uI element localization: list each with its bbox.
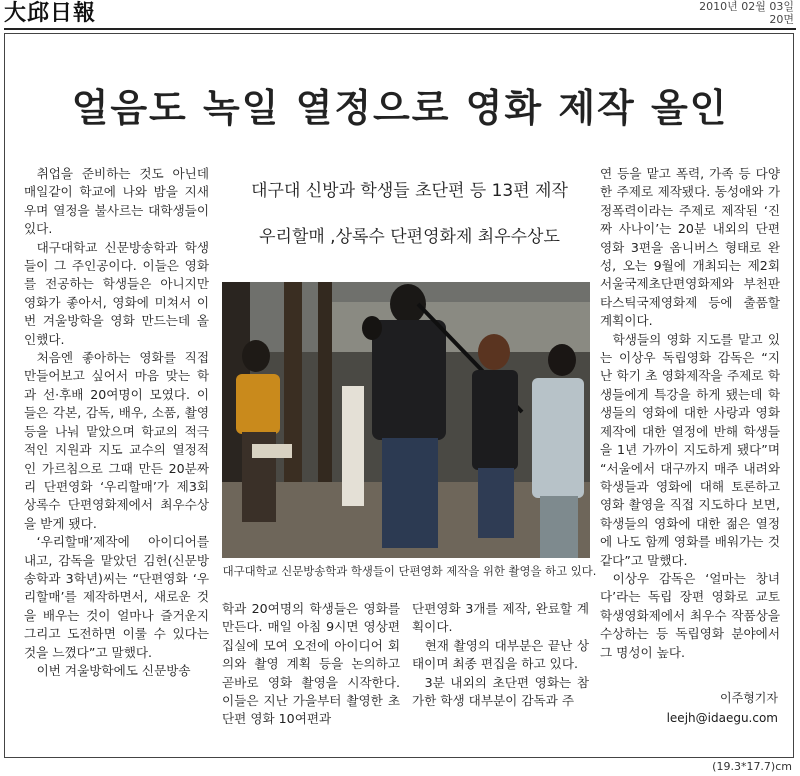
paragraph: 학과 20여명의 학생들은 영화를 만든다. 매일 아침 9시면 영상편집실에 모여 오전에 아이디어 회의와 촬영 계획 등을 논의하고 곧바로 영화 촬영을 시작한다. 이들은 지난 가을부터 촬영한 초단편 영화 10여편과 [222,601,400,727]
reporter-name: 이주형기자 [720,691,778,705]
paragraph: 현재 촬영의 대부분은 끝난 상태이며 최종 편집을 하고 있다. [412,637,589,672]
body-column-3 [412,600,589,710]
subheadline-2: 우리할매 ,상록수 단편영화제 최우수상도 [259,227,560,247]
body-column-2 [222,600,400,729]
body-column-4 [600,165,780,662]
paragraph: 처음엔 좋아하는 영화를 직접 만들어보고 싶어서 마음 맞는 학과 선·후배 20여명이 모였다. 이들은 각본, 감독, 배우, 소품, 촬영 등을 나눠 맡았으며 학교의 적극적인 지원과 지도 교수의 열정적인 가르침으로 그때 만든 20분짜리 단편영화 ‘우리할매’가 제3회 상록수 단편영화제에서 최우수상을 받게 됐다. [24,350,209,531]
paragraph: 이상우 감독은 ‘얼마는 창녀다’라는 독립 장편 영화로 교토 학생영화제에서 최우수 작품상을 수상하는 등 독립영화 분야에서 그 명성이 높다. [600,570,780,660]
film-crew-photo [222,282,590,558]
publication-info [699,0,794,26]
page-number: 20면 [769,13,794,26]
paragraph: 이번 겨울방학에도 신문방송 [36,662,191,678]
byline [600,688,778,728]
reporter-email: leejh@idaegu.com [666,711,778,725]
masthead [0,0,800,28]
paragraph: 3분 내외의 초단편 영화는 참가한 학생 대부분이 감독과 주 [412,674,589,709]
paragraph: 단편영화 3개를 제작, 완료할 계획이다. [412,601,589,635]
paragraph: 연 등을 맡고 폭력, 가족 등 다양한 주제로 제작됐다. 동성애와 가정폭력이라는 주제로 제작된 ‘진짜 사나이’는 20분 내외의 단편영화 3편을 옴니버스 형태로 완성, 오는 9월에 개최되는 제2회 서울국제초단편영화제와 부천판타스틱국제영화제 등에 출품할 계획이다. [600,166,780,329]
article-headline: 얼음도 녹일 열정으로 영화 제작 올인 [71,85,729,130]
top-rule [4,28,796,30]
body-column-1 [24,165,209,680]
paragraph: 대구대학교 신문방송학과 학생들이 그 주인공이다. 이들은 영화를 전공하는 학생들은 아니지만 영화가 좋아서, 영화에 미쳐서 이번 겨울방학을 영화 만드는데 올인했다. [24,239,209,347]
publication-date: 2010년 02월 03일 [699,0,794,13]
clipping-size: (19.3*17.7)cm [712,760,792,773]
paragraph: 학생들의 영화 지도를 맡고 있는 이상우 독립영화 감독은 “지난 학기 초 영화제작을 주제로 학생들에게 특강을 하게 됐는데 학생들의 영화에 대한 사랑과 영화제작에 대한 열정에 반해 학생들을 1년 가까이 지도하게 됐다”며 “서울에서 대구까지 매주 내려와 학생들과 영화에 대해 토론하고 영화 촬영을 직접 지도하다 보면, 학생들의 영화에 대한 젊은 열정에 나도 함께 영화를 배워가는 것 같다”고 말했다. [600,331,780,568]
paragraph: ‘우리할매’제작에 아이디어를 내고, 감독을 맡았던 김헌(신문방송학과 3학년)씨는 “단편영화 ‘우리할매’를 제작하면서, 새로운 것을 배우는 것이 얼마나 즐거운지 그리고 도전하면 이룰 수 있다는 것을 느꼈다”고 말했다. [24,534,209,660]
paragraph: 취업을 준비하는 것도 아닌데 매일같이 학교에 나와 밤을 지새우며 열정을 불사르는 대학생들이 있다. [24,166,209,237]
photo-caption: 대구대학교 신문방송학과 학생들이 단편영화 제작을 위한 촬영을 하고 있다. [222,564,597,578]
newspaper-logo: 大邱日報 [4,0,97,26]
subheadline-1: 대구대 신방과 학생들 초단편 등 13편 제작 [251,181,568,201]
article-photo [222,282,590,558]
